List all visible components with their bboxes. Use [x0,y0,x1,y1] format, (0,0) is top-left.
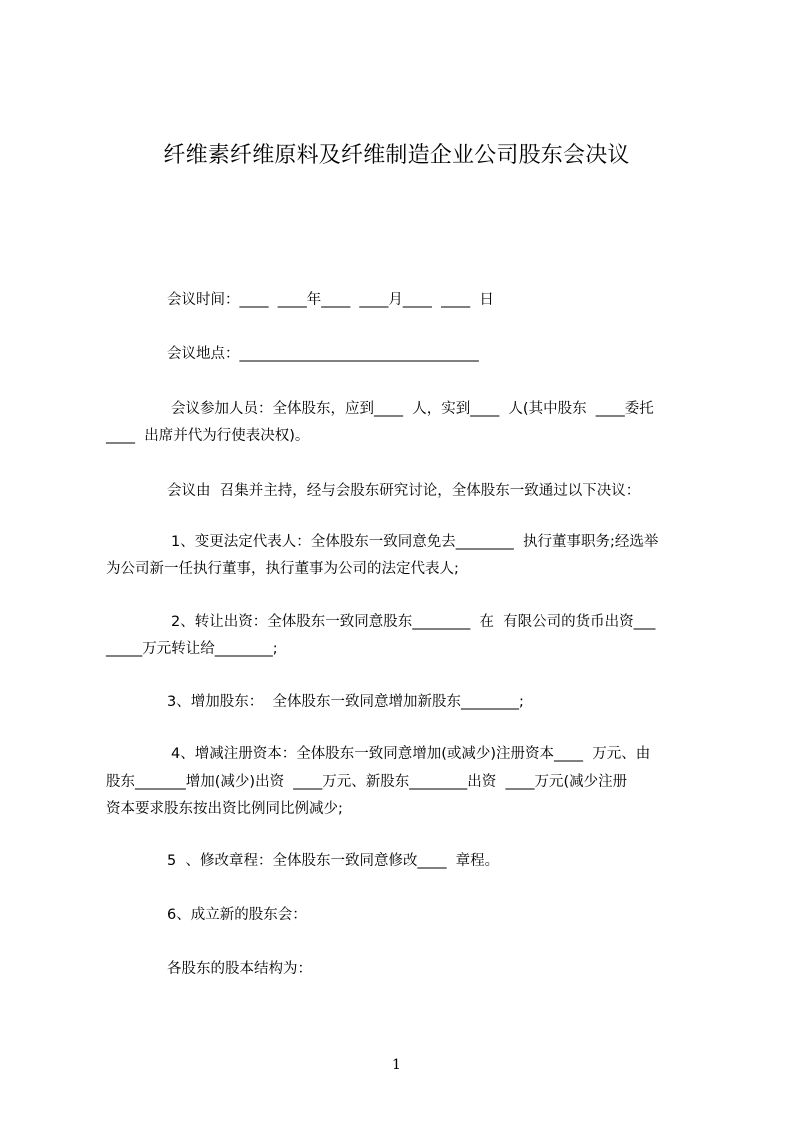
page-number: 1 [392,1057,401,1073]
attendees-line-1: 会议参加人员：全体股东，应到____ 人，实到____ 人(其中股东 ____委托 [171,401,654,417]
shareholding-structure-line: 各股东的股本结构为： [167,961,312,977]
document-title: 纤维素纤维原料及纤维制造企业公司股东会决议 [163,143,630,168]
resolution-item-1-line-1: 1、变更法定代表人：全体股东一致同意免去________ 执行董事职务;经选举 [171,534,659,550]
resolution-item-3: 3、增加股东： 全体股东一致同意增加新股东________; [167,694,524,710]
resolution-item-4-line-1: 4、增减注册资本：全体股东一致同意增加(或减少)注册资本____ 万元、由 [171,746,651,762]
resolution-item-2-line-2: _____万元转让给________; [106,641,278,657]
resolution-item-5: 5 、修改章程：全体股东一致同意修改____ 章程。 [167,853,500,869]
resolution-item-1-line-2: 为公司新一任执行董事，执行董事为公司的法定代表人; [106,561,459,577]
attendees-line-2: ____ 出席并代为行使表决权)。 [106,428,310,444]
meeting-place-line: 会议地点：_________________________________ [167,346,479,362]
meeting-intro-line: 会议由 召集并主持，经与会股东研究讨论，全体股东一致通过以下决议： [167,483,641,499]
resolution-item-4-line-2: 股东_______增加(减少)出资 ____万元、新股东________出资 ____万元(减少注册 [106,774,628,790]
resolution-item-4-line-3: 资本要求股东按出资比例同比例减少; [106,801,343,817]
resolution-item-2-line-1: 2、转让出资：全体股东一致同意股东________ 在 有限公司的货币出资___ [171,614,656,630]
meeting-time-line: 会议时间：____ ____年____ ____月____ ____ 日 [167,292,494,308]
resolution-item-6: 6、成立新的股东会： [167,907,307,923]
